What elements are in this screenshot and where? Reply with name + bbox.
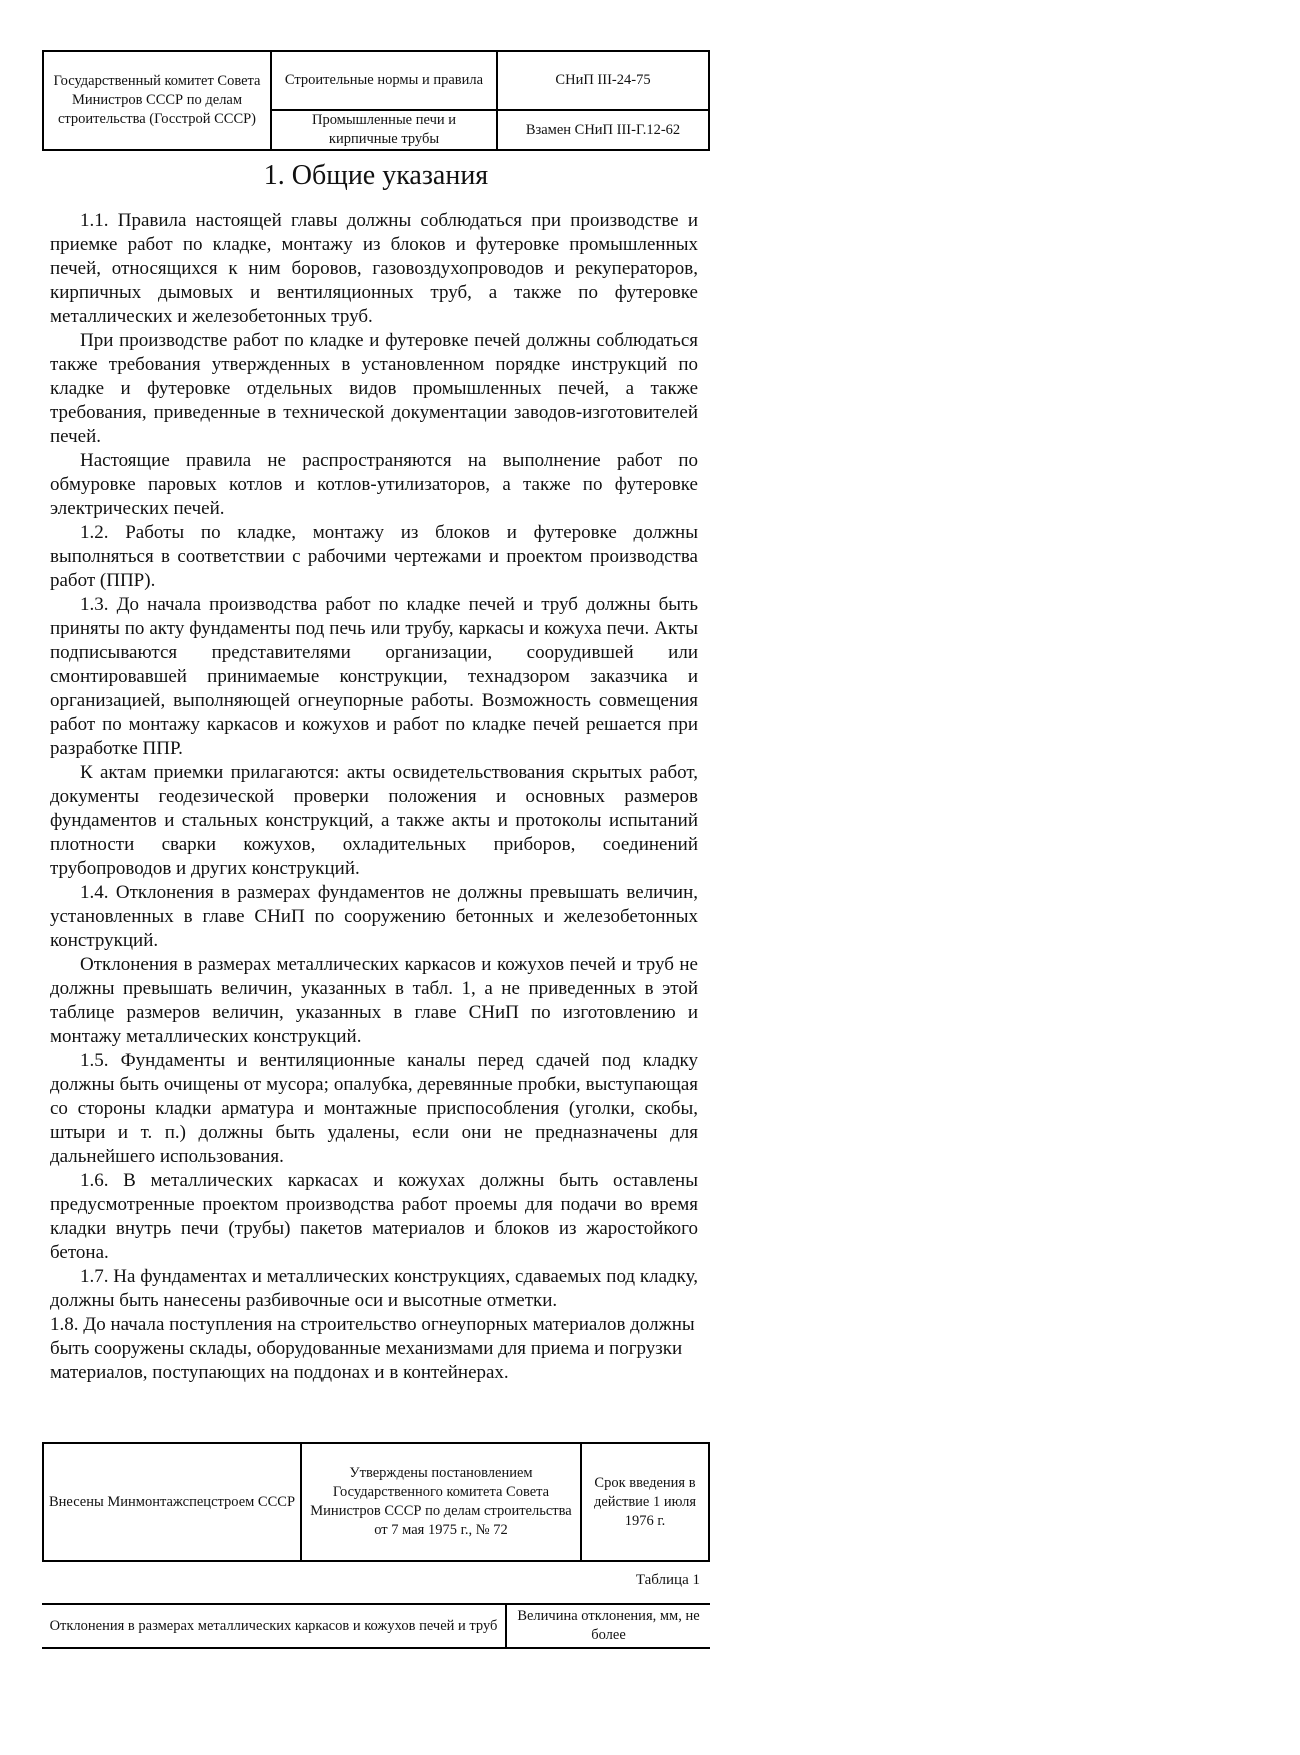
- paragraph: При производстве работ по кладке и футеровке печей должны соблюдаться также требования утвержденных в установленном порядке инструкций по кладке и футеровке отдельных видов промышленных печей, а также требования, приведенные в технической документации заводов-изготовителей печей.: [50, 330, 698, 447]
- table-1: [42, 1603, 710, 1649]
- paragraph: 1.1. Правила настоящей главы должны соблюдаться при производстве и приемке работ по кладке, монтажу из блоков и футеровке промышленных печей, относящихся к ним боровов, газовоздухопроводов и рекуператоров, кирпичных дымовых и вентиляционных труб, а также по футеровке металлических и железобетонных труб.: [50, 210, 698, 327]
- paragraph: 1.4. Отклонения в размерах фундаментов не должны превышать величин, установленных в главе СНиП по сооружению бетонных и железобетонных конструкций.: [50, 882, 698, 951]
- table-1-col2-header: Величина отклонения, мм, не более: [506, 1604, 710, 1648]
- section-title: 1. Общие указания: [263, 160, 489, 191]
- paragraph: 1.8. До начала поступления на строительство огнеупорных материалов должны быть сооружены склады, оборудованные механизмами для приема и погрузки материалов, поступающих на поддонах и в контейнерах.: [50, 1314, 695, 1383]
- approval-table: [42, 1442, 710, 1562]
- header-org: Государственный комитет Совета Министров СССР по делам строительства (Госстрой СССР): [43, 51, 271, 150]
- paragraph: 1.7. На фундаментах и металлических конструкциях, сдаваемых под кладку, должны быть нанесены разбивочные оси и высотные отметки.: [50, 1266, 698, 1311]
- paragraph: 1.6. В металлических каркасах и кожухах должны быть оставлены предусмотренные проектом производства работ проемы для подачи во время кладки внутрь печи (трубы) пакетов материалов и блоков из жаростойкого бетона.: [50, 1170, 698, 1263]
- table-1-col1-header: Отклонения в размерах металлических каркасов и кожухов печей и труб: [42, 1604, 506, 1648]
- paragraph: Настоящие правила не распространяются на выполнение работ по обмуровке паровых котлов и котлов-утилизаторов, а также по футеровке электрических печей.: [50, 450, 698, 519]
- effective-date: Срок введения в действие 1 июля 1976 г.: [581, 1443, 709, 1561]
- table-label: Таблица 1: [635, 1572, 700, 1588]
- body-text: [50, 209, 698, 1385]
- paragraph: 1.2. Работы по кладке, монтажу из блоков и футеровке должны выполняться в соответствии с рабочими чертежами и проектом производства работ (ППР).: [50, 522, 698, 591]
- header-table: [42, 50, 710, 151]
- header-code: СНиП III-24-75: [497, 51, 709, 110]
- header-doc-type: Строительные нормы и правила: [271, 51, 497, 110]
- paragraph: Отклонения в размерах металлических каркасов и кожухов печей и труб не должны превышать величин, указанных в табл. 1, а не приведенных в этой таблице размеров величин, указанных в главе СНиП по изготовлению и монтажу металлических конструкций.: [50, 954, 698, 1047]
- paragraph: 1.5. Фундаменты и вентиляционные каналы перед сдачей под кладку должны быть очищены от мусора; опалубка, деревянные пробки, выступающая со стороны кладки арматура и монтажные приспособления (уголки, скобы, штыри и т. п.) должны быть удалены, если они не предназначены для дальнейшего использования.: [50, 1050, 698, 1167]
- paragraph: К актам приемки прилагаются: акты освидетельствования скрытых работ, документы геодезической проверки положения и основных размеров фундаментов и стальных конструкций, а также акты и протоколы испытаний плотности сварки кожухов, охладительных приборов, соединений трубопроводов и других конструкций.: [50, 762, 698, 879]
- header-replaces: Взамен СНиП III-Г.12-62: [497, 110, 709, 150]
- paragraph: 1.3. До начала производства работ по кладке печей и труб должны быть приняты по акту фундаменты под печь или трубу, каркасы и кожуха печи. Акты подписываются представителями организации, соорудившей или смонтировавшей принимаемые конструкции, технадзором заказчика и организацией, выполняющей огнеупорные работы. Возможность совмещения работ по монтажу каркасов и кожухов и работ по кладке печей решается при разработке ППР.: [50, 594, 698, 759]
- introduced-by: Внесены Минмонтажспецстроем СССР: [43, 1443, 301, 1561]
- approved-by: Утверждены постановлением Государственного комитета Совета Министров СССР по делам строительства от 7 мая 1975 г., № 72: [301, 1443, 581, 1561]
- header-subject: Промышленные печи и кирпичные трубы: [271, 110, 497, 150]
